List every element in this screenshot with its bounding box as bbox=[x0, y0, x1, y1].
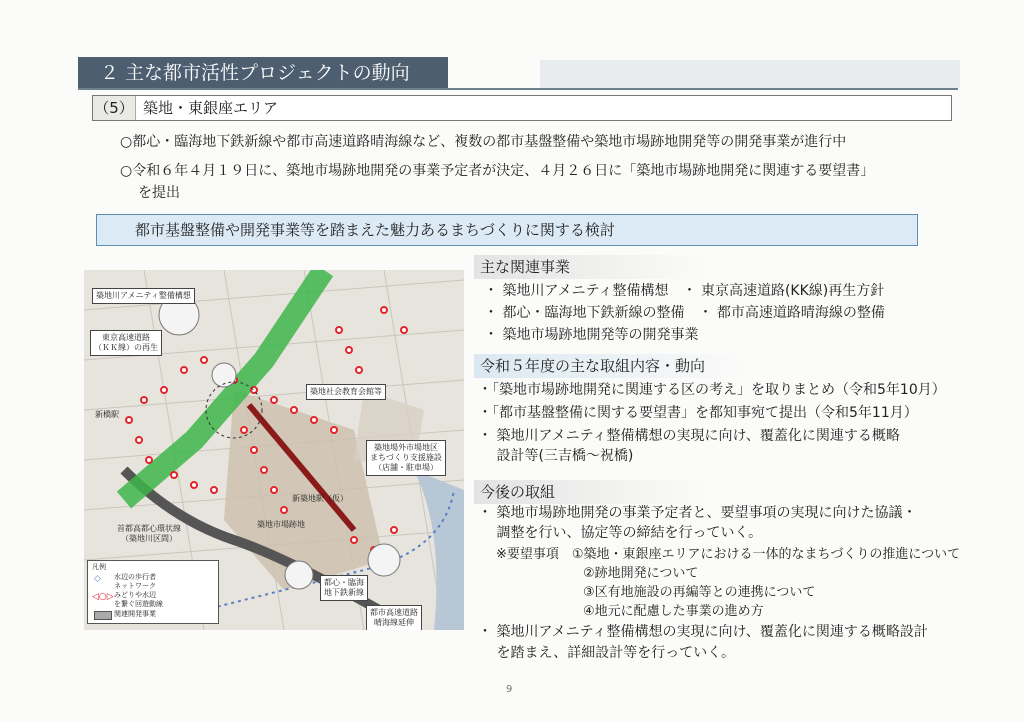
intro-bullet-2: ○令和６年４月１９日に、築地市場跡地開発の事業予定者が決定、４月２６日に「築地市場跡地開発に関連する要望書」 bbox=[120, 163, 875, 179]
map-label-expressway: 首都高都心環状線 （築地川区間） bbox=[117, 524, 181, 543]
subsection-label: 築地・東銀座エリア bbox=[143, 99, 279, 117]
future-item-2-cont: を踏まえ、詳細設計等を行っていく。 bbox=[478, 645, 736, 661]
legend-item-2: みどりや水辺 を繋ぐ回遊動線 bbox=[114, 591, 163, 608]
legend-item-3: 関連開発事業 bbox=[114, 610, 156, 618]
r5-item-1: ・「築地市場跡地開発に関連する区の考え」を取りまとめ（令和5年10月） bbox=[478, 382, 946, 398]
title-underline bbox=[78, 88, 958, 90]
request-item-1: ※要望事項 ①築地・東銀座エリアにおける一体的なまちづくりの推進について bbox=[496, 547, 961, 562]
section-title: ２ 主な都市活性プロジェクトの動向 bbox=[78, 57, 448, 89]
blue-route-icon: ◇ bbox=[94, 574, 101, 584]
future-item-1-cont: 調整を行い、協定等の締結を行っていく。 bbox=[478, 525, 763, 541]
future-heading: 今後の取組 bbox=[474, 480, 706, 504]
related-item-2: ・ 都心・臨海地下鉄新線の整備 ・ 都市高速道路晴海線の整備 bbox=[484, 305, 885, 321]
future-item-2: ・ 築地川アメニティ整備構想の実現に向け、覆蓋化に関連する概略設計 bbox=[478, 624, 928, 640]
r5-item-2: ・「都市基盤整備に関する要望書」を都知事宛て提出（令和5年11月） bbox=[478, 405, 918, 421]
r5-activities-heading: 令和５年度の主な取組内容・動向 bbox=[474, 354, 746, 378]
map-label-harumi: 都市高速道路 晴海線延伸 bbox=[366, 605, 422, 630]
related-item-1: ・ 築地川アメニティ整備構想 ・ 東京高速道路(KK線)再生方針 bbox=[484, 283, 885, 299]
r5-item-3-cont: 設計等(三吉橋～祝橋) bbox=[478, 448, 634, 464]
future-item-1: ・ 築地市場跡地開発の事業予定者と、要望事項の実現に向けた協議・ bbox=[478, 505, 917, 521]
map-label-shakai: 築地社会教育会館等 bbox=[306, 384, 386, 400]
legend-item-1: 水辺の歩行者 ネットワーク bbox=[114, 573, 156, 590]
related-projects-heading: 主な関連事業 bbox=[474, 255, 706, 279]
map-label-tsukiji-site: 築地市場跡地 bbox=[257, 520, 305, 529]
map-legend bbox=[87, 560, 219, 624]
dev-area-swatch bbox=[94, 611, 112, 620]
map-label-new-station: 新築地駅（仮） bbox=[292, 494, 348, 503]
map-label-amenity: 築地川アメニティ整備構想 bbox=[92, 288, 195, 304]
map-label-shijo: 築地場外市場地区 まちづくり支援施設 （店舗・駐車場） bbox=[366, 440, 446, 476]
legend-title: 凡例 bbox=[92, 563, 106, 571]
subsection-number: （5） bbox=[93, 96, 136, 120]
request-item-2: ②跡地開発について bbox=[583, 566, 699, 581]
intro-bullet-1: ○都心・臨海地下鉄新線や都市高速道路晴海線など、複数の都市基盤整備や築地市場跡地開発等の開発事業が進行中 bbox=[120, 134, 847, 150]
intro-bullet-2-cont: を提出 bbox=[138, 185, 180, 201]
request-item-4: ④地元に配慮した事業の進め方 bbox=[583, 604, 764, 619]
topic-banner: 都市基盤整備や開発事業等を踏まえた魅力あるまちづくりに関する検討 bbox=[96, 214, 918, 246]
bleed-through-bar bbox=[540, 60, 960, 88]
map-label-subway: 都心・臨海 地下鉄新線 bbox=[320, 575, 368, 601]
page-number: 9 bbox=[506, 684, 513, 695]
request-item-3: ③区有地施設の再編等との連携について bbox=[583, 585, 816, 600]
subsection-header bbox=[92, 95, 952, 121]
area-map bbox=[84, 270, 464, 630]
related-item-3: ・ 築地市場跡地開発等の開発事業 bbox=[484, 327, 699, 343]
red-route-icon: ◁○▷ bbox=[92, 592, 114, 602]
map-label-kk: 東京高速道路 （ＫＫ線）の再生 bbox=[90, 330, 162, 356]
r5-item-3: ・ 築地川アメニティ整備構想の実現に向け、覆蓋化に関連する概略 bbox=[478, 428, 900, 444]
map-label-shinbashi: 新橋駅 bbox=[95, 410, 119, 419]
